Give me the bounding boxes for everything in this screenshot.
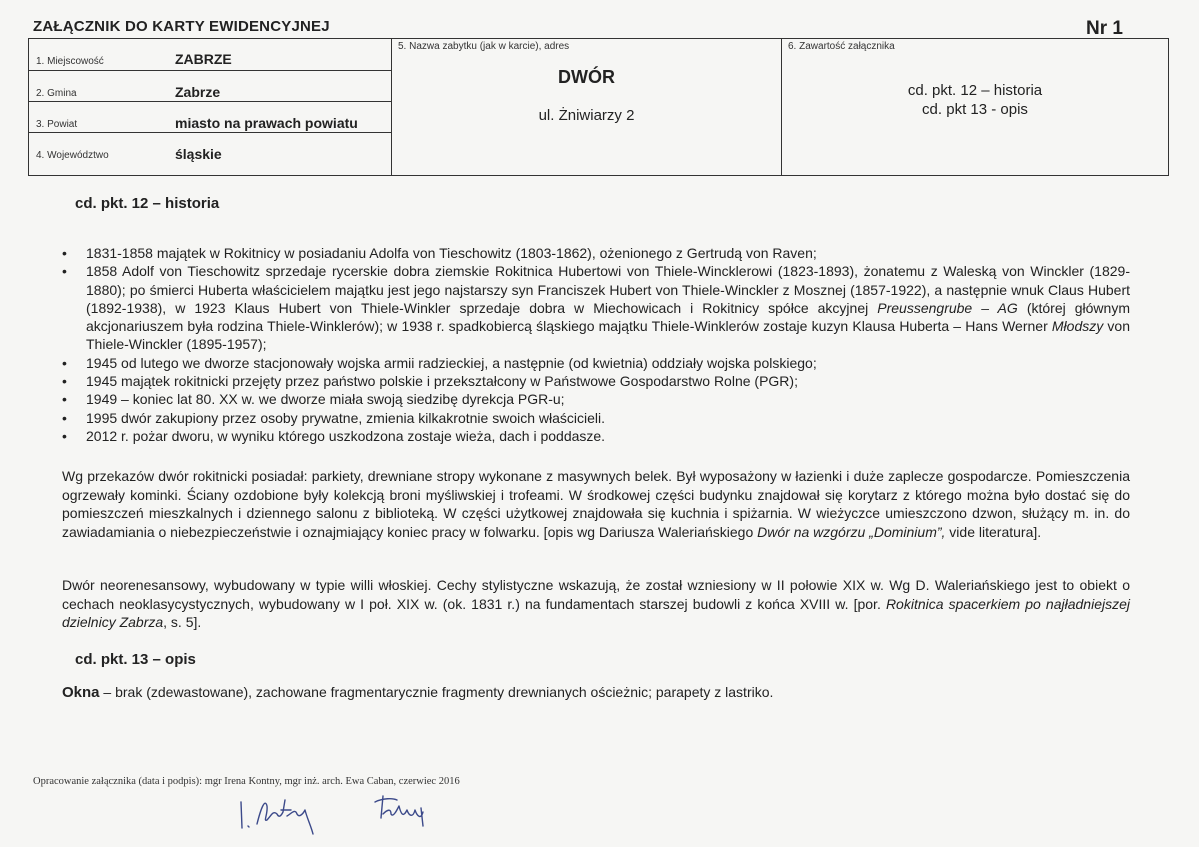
list-item	[62, 262, 1130, 353]
italic-segment: Młodszy	[1051, 318, 1104, 335]
windows-description	[62, 684, 773, 701]
field-row-county	[29, 101, 391, 132]
list-item: • 2012 r. pożar dworu, w wyniku którego uszkodzona zostaje wieża, dach i poddasze.	[62, 427, 1130, 445]
field-label: 4. Województwo	[36, 150, 109, 161]
field-label: 3. Powiat	[36, 119, 78, 130]
field-value: śląskie	[175, 146, 222, 162]
section-12-title: cd. pkt. 12 – historia	[75, 195, 220, 212]
list-item: • 1831-1858 majątek w Rokitnicy w posiadaniu Adolfa von Tieschowitz (1803-1862), ożenionego z Gertrudą von Raven;	[62, 244, 1130, 262]
windows-label: Okna	[62, 684, 100, 701]
location-fields	[29, 39, 392, 175]
contents-cell	[782, 39, 1168, 175]
style-paragraph	[62, 576, 1130, 632]
field-value: ZABRZE	[175, 51, 232, 67]
text-segment: Wg przekazów dwór rokitnicki posiadał: parkiety, drewniane stropy wykonane z masywnych belek. Był wyposażony w łazienki i duże zaplecze gospodarcze. Pomieszczenia ogrzewały kominki. Ściany ozdobione były kolekcją broni myśliwskiej i trofeami. W środkowej części budynku znajdował się korytarz z którego można było dostać się do pomieszczeń mieszkalnych i dziennego salonu z biblioteką. W części użytkowej znajdowała się kuchnia i spiżarnia. W wieżyczce umieszczono dzwon, służący m. in. do zawiadamiania o niebezpieczeństwie i oznajmiający koniec pracy w folwarku. [opis wg Dariusza Waleriańskiego	[62, 468, 1130, 540]
italic-segment: Dwór na wzgórzu „Dominium”,	[757, 523, 946, 540]
contents-list	[782, 81, 1168, 119]
document-title: ZAŁĄCZNIK DO KARTY EWIDENCYJNEJ	[33, 18, 330, 35]
text-segment: , s. 5].	[163, 614, 202, 630]
list-item: • 1945 majątek rokitnicki przejęty przez państwo polskie i przekształcony w Państwowe Gospodarstwo Rolne (PGR);	[62, 372, 1130, 390]
field-value: miasto na prawach powiatu	[175, 115, 358, 131]
field-row-commune	[29, 70, 391, 101]
windows-text: – brak (zdewastowane), zachowane fragmentarycznie fragmenty drewnianych ościeżnic; parapety z lastriko.	[99, 684, 774, 700]
history-list	[62, 244, 1130, 445]
italic-segment: Preussengrube – AG	[877, 299, 1018, 316]
field-label: 1. Miejscowość	[36, 56, 104, 67]
footer-credits: Opracowanie załącznika (data i podpis): mgr Irena Kontny, mgr inż. arch. Ewa Caban, czerwiec 2016	[33, 776, 460, 787]
monument-cell	[392, 39, 782, 175]
list-item: • 1945 od lutego we dworze stacjonowały wojska armii radzieckiej, a następnie (od kwietnia) oddziały wojska polskiego;	[62, 354, 1130, 372]
field-label: 2. Gmina	[36, 88, 77, 99]
signature-kontny	[241, 800, 313, 834]
contents-line: cd. pkt 13 - opis	[922, 101, 1028, 118]
monument-label: 5. Nazwa zabytku (jak w karcie), adres	[398, 41, 570, 52]
header-table	[28, 38, 1169, 176]
section-13-title: cd. pkt. 13 – opis	[75, 651, 196, 668]
monument-address: ul. Żniwiarzy 2	[538, 107, 635, 124]
field-value: Zabrze	[175, 84, 221, 100]
italic-segment: Rokitnica spacerkiem po najładniejszej dzielnicy Zabrza	[62, 595, 1130, 630]
text-segment: von Thiele-Winckler (1895-1957);	[86, 318, 1130, 353]
monument-name: DWÓR	[558, 67, 615, 87]
text-segment: 1858 Adolf von Tieschowitz sprzedaje rycerskie dobra ziemskie Rokitnica Hubertowi von Thiele-Wincklerowi (1823-1893), żonatemu z Waleską von Winckler (1829-1880); po śmierci Huberta właścicielem majątku jest jego najstarszy syn Franciszek Hubert von Thiele-Winckler z Mosznej (1857-1922), a następnie wnuk Claus Hubert (1892-1938), w 1923 Klaus Hubert von Thiele-Winkler sprzedaje dobra w Miechowicach i Rokitnicy spółce akcyjnej	[86, 263, 1130, 316]
field-row-voivodeship	[29, 132, 391, 176]
description-paragraph	[62, 467, 1130, 541]
signatures	[233, 788, 443, 838]
text-segment: (której głównym akcjonariuszem była rodzina Thiele-Winklerów); w 1938 r. spadkobiercą śląskiego majątku Thiele-Winklerów zostaje kuzyn Klausa Huberta – Hans Werner	[86, 299, 1130, 335]
signature-caban	[375, 796, 423, 826]
document-number: Nr 1	[1086, 18, 1123, 39]
list-item: • 1949 – koniec lat 80. XX w. we dworze miała swoją siedzibę dyrekcja PGR-u;	[62, 390, 1130, 408]
text-segment: Dwór neorenesansowy, wybudowany w typie willi włoskiej. Cechy stylistyczne wskazują, że został wzniesiony w II połowie XIX w. Wg D. Waleriańskiego jest to obiekt o cechach neoklasycystycznych, wybudowany w I poł. XIX w. (ok. 1831 r.) na fundamentach starszej budowli z końca XVIII w. [por.	[62, 577, 1130, 612]
text-segment: vide literatura].	[945, 523, 1042, 540]
contents-line: cd. pkt. 12 – historia	[907, 82, 1043, 99]
contents-label: 6. Zawartość załącznika	[788, 41, 895, 52]
list-item: • 1995 dwór zakupiony przez osoby prywatne, zmienia kilkakrotnie swoich właścicieli.	[62, 409, 1130, 427]
field-row-locality	[29, 39, 391, 70]
